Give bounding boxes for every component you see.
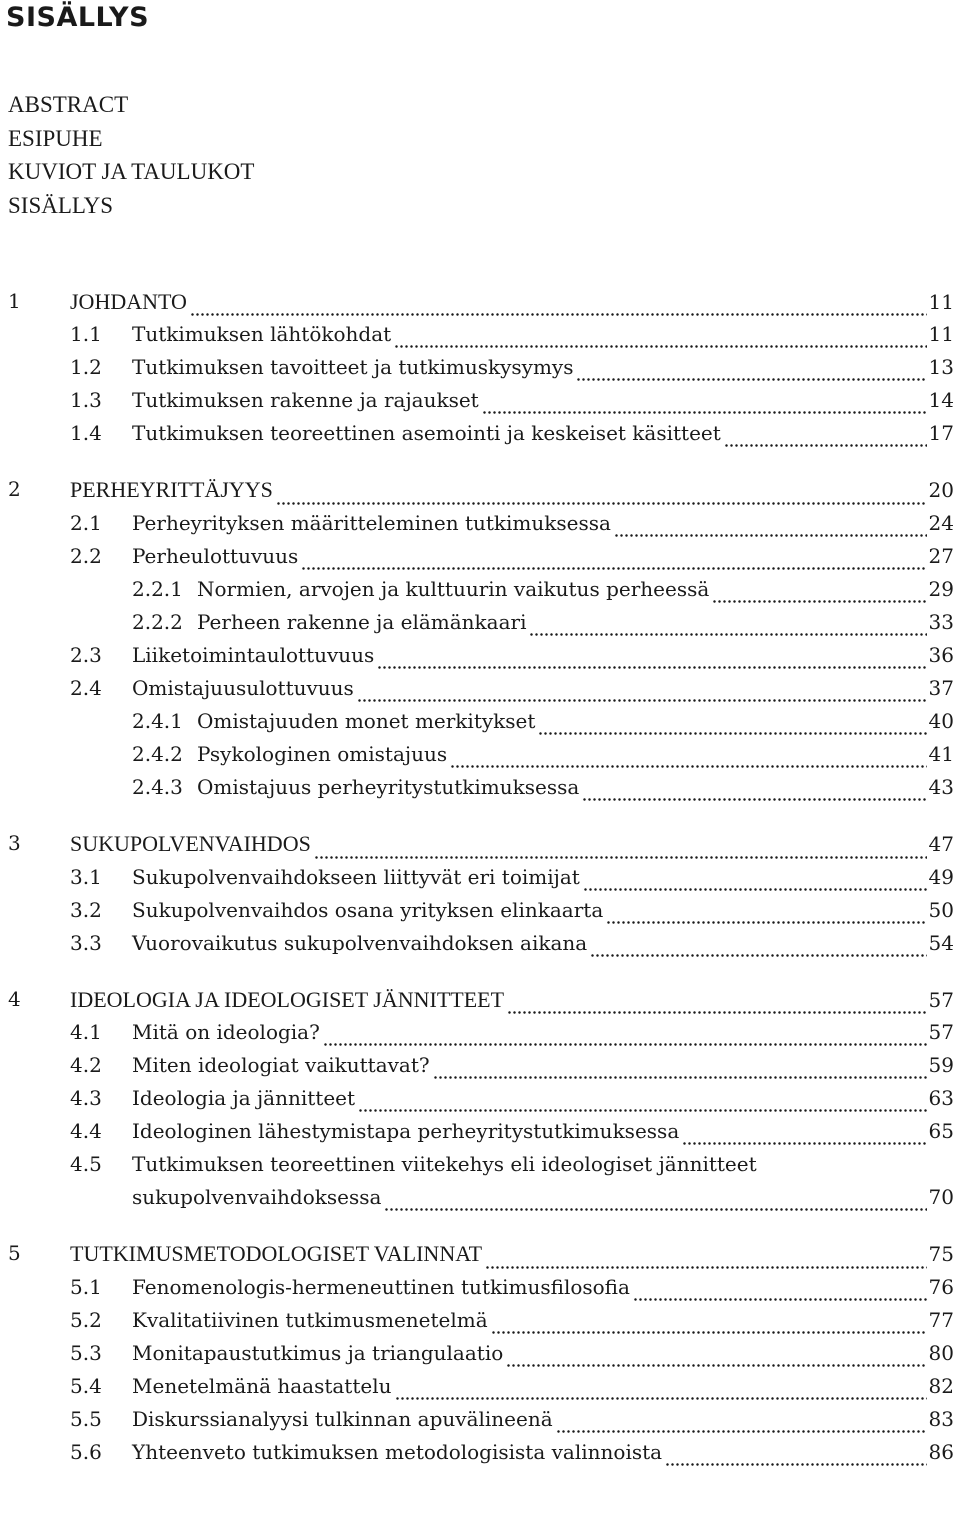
dot-leader <box>482 408 927 417</box>
toc-entry-title: Monitapaustutkimus ja triangulaatio <box>132 1340 504 1365</box>
toc-entry <box>132 1370 954 1403</box>
toc-entry <box>197 606 954 639</box>
toc-page-number: 83 <box>928 1406 954 1431</box>
toc-page-number: 57 <box>928 987 954 1012</box>
toc-page-number: 59 <box>928 1052 954 1077</box>
toc-entry-number: 4 <box>8 986 21 1011</box>
dot-leader <box>576 375 926 384</box>
toc-section-row[interactable] <box>0 417 960 450</box>
toc-entry <box>197 705 954 738</box>
dot-leader <box>301 564 926 573</box>
toc-entry <box>132 1115 954 1148</box>
dot-leader <box>357 696 927 705</box>
toc-entry-number: 1.4 <box>70 421 102 446</box>
toc-page-number: 11 <box>928 290 954 314</box>
toc-entry-number: 2.2.1 <box>132 576 183 601</box>
toc-page-number: 40 <box>928 709 954 734</box>
toc-page-number: 41 <box>928 742 954 767</box>
toc-entry <box>132 384 954 417</box>
dot-leader <box>665 1460 926 1469</box>
dot-leader <box>633 1295 927 1304</box>
toc-entry-title: Psykologinen omistajuus <box>197 742 448 767</box>
toc-entry-number: 1.1 <box>70 322 102 347</box>
toc-entry <box>70 983 954 1017</box>
toc-section-row[interactable] <box>0 1337 960 1370</box>
toc-page-number: 76 <box>928 1274 954 1299</box>
toc-entry <box>132 927 954 960</box>
toc-entry-title: Diskurssianalyysi tulkinnan apuvälineenä <box>132 1406 553 1431</box>
toc-entry-number: 4.5 <box>70 1152 102 1177</box>
toc-entry-title: Tutkimuksen teoreettinen viitekehys eli ideologiset jännitteet <box>132 1152 757 1177</box>
toc-entry-title: PERHEYRITTÄJYYS <box>70 477 273 503</box>
toc-section-row[interactable] <box>0 927 960 960</box>
toc-entry <box>132 1436 954 1469</box>
toc-section-row[interactable] <box>0 1370 960 1403</box>
toc-entry <box>132 1049 954 1082</box>
toc-chapter-row[interactable] <box>0 473 960 506</box>
front-matter-item[interactable]: ESIPUHE <box>8 125 103 151</box>
toc-chapter-row[interactable] <box>0 983 960 1016</box>
toc-subsection-row[interactable] <box>0 771 960 804</box>
toc-entry-number: 4.1 <box>70 1019 102 1044</box>
dot-leader <box>556 1427 927 1436</box>
toc-entry <box>132 894 954 927</box>
toc-entry <box>197 738 954 771</box>
toc-entry-title: Yhteenveto tutkimuksen metodologisista valinnoista <box>132 1440 663 1464</box>
dot-leader <box>491 1328 927 1337</box>
toc-entry-number: 2.4.1 <box>132 709 183 734</box>
toc-entry-number: 5.3 <box>70 1340 102 1365</box>
toc-page-number: 82 <box>928 1373 954 1398</box>
dot-leader <box>614 531 927 540</box>
front-matter-item[interactable]: ABSTRACT <box>8 92 129 117</box>
toc-subsection-row[interactable] <box>0 606 960 639</box>
toc-section-row[interactable] <box>0 1436 960 1469</box>
toc-entry <box>132 639 954 672</box>
toc-entry <box>132 1082 954 1115</box>
toc-section-row[interactable] <box>0 1016 960 1049</box>
toc-entry-title: SUKUPOLVENVAIHDOS <box>70 831 311 857</box>
toc-section-row[interactable] <box>0 861 960 894</box>
toc-entry-number: 5 <box>8 1241 21 1266</box>
toc-entry-title: Sukupolvenvaihdos osana yrityksen elinkaarta <box>132 897 604 922</box>
dot-leader <box>712 597 926 606</box>
toc-entry-title: TUTKIMUSMETODOLOGISET VALINNAT <box>70 1241 483 1267</box>
toc-chapter-row[interactable] <box>0 1237 960 1270</box>
toc-section-row[interactable] <box>0 1082 960 1115</box>
toc-page-number: 37 <box>928 676 954 701</box>
toc-entry-title: JOHDANTO <box>70 289 187 314</box>
toc-entry-title: Menetelmänä haastattelu <box>132 1373 392 1398</box>
toc-entry-title: Ideologia ja jännitteet <box>132 1086 356 1111</box>
toc-entry-title: Omistajuus perheyritystutkimuksessa <box>197 775 580 800</box>
table-of-contents <box>0 285 960 1469</box>
toc-section-row[interactable] <box>0 1403 960 1436</box>
toc-entry-number: 1.2 <box>70 355 102 380</box>
toc-entry-number: 3.1 <box>70 864 102 889</box>
toc-page-number: 77 <box>928 1307 954 1332</box>
toc-entry-title: Tutkimuksen tavoitteet ja tutkimuskysymys <box>132 355 574 380</box>
page-title: SISÄLLYS <box>6 2 150 33</box>
dot-leader <box>590 951 926 960</box>
toc-entry <box>132 417 954 450</box>
toc-section-row[interactable] <box>0 384 960 417</box>
toc-page-number: 13 <box>928 355 954 380</box>
toc-entry-title: Omistajuusulottuvuus <box>132 676 354 701</box>
toc-page-number: 65 <box>928 1119 954 1144</box>
dot-leader <box>506 1361 926 1370</box>
toc-page-number: 50 <box>928 897 954 922</box>
toc-entry-title: Sukupolvenvaihdokseen liittyvät eri toimijat <box>132 864 580 889</box>
toc-entry-title-continued: sukupolvenvaihdoksessa <box>132 1185 382 1210</box>
dot-leader <box>377 663 926 672</box>
toc-entry-title: Omistajuuden monet merkitykset <box>197 709 536 734</box>
dot-leader <box>529 630 926 639</box>
toc-entry-number: 2.4 <box>70 676 102 701</box>
toc-entry <box>132 672 954 705</box>
toc-entry-number: 2 <box>8 477 21 502</box>
toc-section-row[interactable] <box>0 351 960 384</box>
toc-entry-title: IDEOLOGIA JA IDEOLOGISET JÄNNITTEET <box>70 986 505 1012</box>
toc-entry <box>132 1148 954 1214</box>
toc-entry-number: 5.1 <box>70 1274 102 1299</box>
toc-chapter-row[interactable] <box>0 285 960 318</box>
dot-leader <box>682 1139 926 1148</box>
toc-entry <box>70 1237 954 1271</box>
toc-section-row[interactable] <box>0 318 960 351</box>
toc-entry-number: 2.3 <box>70 642 102 667</box>
toc-entry-number: 4.3 <box>70 1086 102 1111</box>
toc-entry <box>132 507 954 540</box>
toc-section-row[interactable] <box>0 540 960 573</box>
toc-entry <box>132 540 954 573</box>
toc-entry-title: Tutkimuksen teoreettinen asemointi ja keskeiset käsitteet <box>132 421 721 446</box>
dot-leader <box>606 918 926 927</box>
toc-section-row[interactable] <box>0 672 960 705</box>
toc-page-number: 43 <box>928 775 954 800</box>
toc-subsection-row[interactable] <box>0 738 960 771</box>
toc-section-row[interactable] <box>0 894 960 927</box>
front-matter-list <box>8 88 254 222</box>
toc-chapter-row[interactable] <box>0 827 960 860</box>
front-matter-item[interactable]: KUVIOT JA TAULUKOT <box>8 159 255 184</box>
toc-entry <box>132 1304 954 1337</box>
toc-entry-number: 4.4 <box>70 1119 102 1144</box>
toc-entry-number: 5.6 <box>70 1440 102 1464</box>
toc-entry-number: 4.2 <box>70 1052 102 1077</box>
front-matter-item[interactable]: SISÄLLYS <box>8 192 114 218</box>
toc-section-row[interactable] <box>0 1148 960 1214</box>
toc-entry-number: 5.4 <box>70 1373 102 1398</box>
toc-entry-title: Kvalitatiivinen tutkimusmenetelmä <box>132 1307 488 1332</box>
toc-entry-title: Perheulottuvuus <box>132 543 299 568</box>
toc-entry <box>70 285 954 319</box>
toc-entry <box>132 861 954 894</box>
toc-page-number: 27 <box>928 543 954 568</box>
toc-entry <box>132 1016 954 1049</box>
toc-entry <box>132 1337 954 1370</box>
toc-entry <box>197 573 954 606</box>
dot-leader <box>724 441 927 450</box>
toc-entry <box>70 827 954 861</box>
toc-entry-title: Perheen rakenne ja elämänkaari <box>197 609 527 634</box>
toc-page-number: 33 <box>928 609 954 634</box>
dot-leader <box>323 1040 927 1049</box>
toc-entry-number: 3.3 <box>70 930 102 955</box>
toc-entry-number: 5.2 <box>70 1307 102 1332</box>
toc-entry-title: Tutkimuksen lähtökohdat <box>132 322 392 347</box>
toc-section-row[interactable] <box>0 1271 960 1304</box>
toc-entry-number: 3.2 <box>70 897 102 922</box>
toc-subsection-row[interactable] <box>0 705 960 738</box>
toc-entry-title: Mitä on ideologia? <box>132 1019 320 1044</box>
dot-leader <box>395 1394 927 1403</box>
dot-leader <box>394 342 926 351</box>
toc-entry-number: 2.2.2 <box>132 609 183 634</box>
dot-leader <box>358 1106 927 1115</box>
dot-leader <box>450 762 926 771</box>
toc-entry-number: 1.3 <box>70 388 102 413</box>
toc-entry <box>132 351 954 384</box>
toc-page-number: 20 <box>928 478 954 503</box>
toc-entry-number: 2.2 <box>70 543 102 568</box>
toc-entry-number: 2.1 <box>70 510 102 535</box>
toc-page-number: 54 <box>928 930 954 955</box>
toc-entry <box>132 1403 954 1436</box>
toc-entry-title: Fenomenologis-hermeneuttinen tutkimusfilosofia <box>132 1274 630 1299</box>
toc-entry <box>132 318 954 351</box>
toc-entry-title: Ideologinen lähestymistapa perheyritystutkimuksessa <box>132 1119 680 1144</box>
toc-page-number: 29 <box>928 576 954 601</box>
toc-entry <box>70 473 954 507</box>
toc-entry-number: 5.5 <box>70 1406 102 1431</box>
dot-leader <box>582 795 926 804</box>
toc-page-number: 80 <box>928 1340 954 1365</box>
toc-page-number: 49 <box>928 864 954 889</box>
toc-entry-number: 1 <box>8 289 21 313</box>
dot-leader <box>384 1205 926 1214</box>
toc-entry-title: Perheyrityksen määritteleminen tutkimuksessa <box>132 510 611 535</box>
toc-subsection-row[interactable] <box>0 573 960 606</box>
toc-page-number: 36 <box>928 642 954 667</box>
toc-entry <box>132 1271 954 1304</box>
toc-page-number: 47 <box>928 832 954 857</box>
toc-entry-number: 3 <box>8 831 21 856</box>
toc-entry <box>197 771 954 804</box>
dot-leader <box>538 729 926 738</box>
toc-page-number: 57 <box>928 1019 954 1044</box>
toc-page-number: 86 <box>928 1440 954 1464</box>
toc-section-row[interactable] <box>0 1115 960 1148</box>
toc-entry-title: Normien, arvojen ja kulttuurin vaikutus perheessä <box>197 576 710 601</box>
dot-leader <box>433 1073 927 1082</box>
toc-section-row[interactable] <box>0 1049 960 1082</box>
toc-page-number: 63 <box>928 1086 954 1111</box>
toc-section-row[interactable] <box>0 639 960 672</box>
toc-section-row[interactable] <box>0 1304 960 1337</box>
toc-entry-number: 2.4.3 <box>132 775 183 800</box>
toc-page-number: 11 <box>928 322 954 347</box>
toc-entry-number: 2.4.2 <box>132 742 183 767</box>
toc-entry-title: Tutkimuksen rakenne ja rajaukset <box>132 388 479 413</box>
toc-section-row[interactable] <box>0 507 960 540</box>
toc-page-number: 70 <box>928 1185 954 1210</box>
toc-entry-title: Vuorovaikutus sukupolvenvaihdoksen aikana <box>132 930 588 955</box>
toc-entry-title: Liiketoimintaulottuvuus <box>132 642 375 667</box>
toc-entry-title: Miten ideologiat vaikuttavat? <box>132 1052 430 1077</box>
dot-leader <box>583 885 927 894</box>
toc-page-number: 17 <box>928 421 954 446</box>
toc-page-number: 14 <box>928 388 954 413</box>
toc-page-number: 24 <box>928 510 954 535</box>
toc-page-number: 75 <box>928 1242 954 1267</box>
